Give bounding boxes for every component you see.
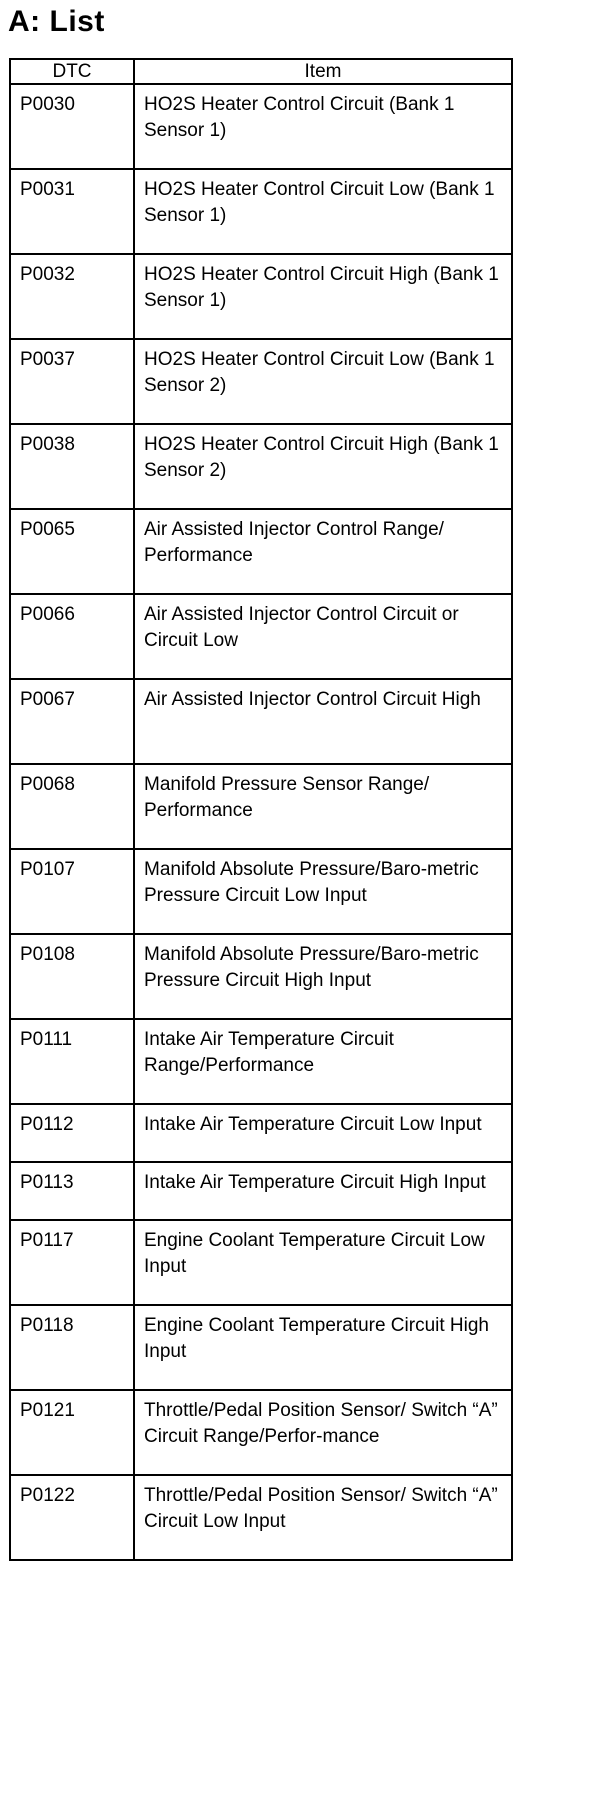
dtc-item: Air Assisted Injector Control Circuit High: [134, 679, 512, 764]
dtc-item: Engine Coolant Temperature Circuit Low Input: [134, 1220, 512, 1305]
dtc-item: Throttle/Pedal Position Sensor/ Switch “A” Circuit Range/Perfor-mance: [134, 1390, 512, 1475]
table-row: [10, 934, 512, 1019]
dtc-item: Manifold Absolute Pressure/Baro-metric Pressure Circuit High Input: [134, 934, 512, 1019]
dtc-code: P0111: [10, 1019, 134, 1104]
dtc-item: Manifold Pressure Sensor Range/ Performance: [134, 764, 512, 849]
table-row: [10, 679, 512, 764]
dtc-code: P0117: [10, 1220, 134, 1305]
dtc-item: Intake Air Temperature Circuit Low Input: [134, 1104, 512, 1162]
dtc-item: Intake Air Temperature Circuit High Input: [134, 1162, 512, 1220]
table-row: [10, 509, 512, 594]
table-row: [10, 1162, 512, 1220]
dtc-code: P0112: [10, 1104, 134, 1162]
dtc-item: Throttle/Pedal Position Sensor/ Switch “A” Circuit Low Input: [134, 1475, 512, 1560]
dtc-item: HO2S Heater Control Circuit High (Bank 1 Sensor 2): [134, 424, 512, 509]
dtc-item: Engine Coolant Temperature Circuit High Input: [134, 1305, 512, 1390]
dtc-code: P0031: [10, 169, 134, 254]
dtc-item: HO2S Heater Control Circuit (Bank 1 Sensor 1): [134, 84, 512, 169]
dtc-code: P0068: [10, 764, 134, 849]
table-row: [10, 254, 512, 339]
dtc-table: [9, 58, 513, 1561]
table-row: [10, 1220, 512, 1305]
table-row: [10, 764, 512, 849]
dtc-code: P0030: [10, 84, 134, 169]
dtc-code: P0066: [10, 594, 134, 679]
table-row: [10, 1019, 512, 1104]
dtc-code: P0118: [10, 1305, 134, 1390]
column-header-dtc: DTC: [10, 59, 134, 84]
table-row: [10, 424, 512, 509]
dtc-code: P0032: [10, 254, 134, 339]
dtc-item: Intake Air Temperature Circuit Range/Performance: [134, 1019, 512, 1104]
dtc-code: P0121: [10, 1390, 134, 1475]
dtc-code: P0122: [10, 1475, 134, 1560]
table-row: [10, 169, 512, 254]
dtc-code: P0038: [10, 424, 134, 509]
dtc-code: P0113: [10, 1162, 134, 1220]
table-row: [10, 1390, 512, 1475]
dtc-code: P0037: [10, 339, 134, 424]
table-row: [10, 594, 512, 679]
table-header-row: [10, 59, 512, 84]
table-row: [10, 339, 512, 424]
dtc-item: HO2S Heater Control Circuit Low (Bank 1 Sensor 2): [134, 339, 512, 424]
table-row: [10, 1104, 512, 1162]
dtc-code: P0107: [10, 849, 134, 934]
dtc-code: P0067: [10, 679, 134, 764]
table-row: [10, 84, 512, 169]
dtc-item: HO2S Heater Control Circuit Low (Bank 1 Sensor 1): [134, 169, 512, 254]
dtc-code: P0108: [10, 934, 134, 1019]
section-title: A: List: [8, 5, 105, 38]
dtc-item: Air Assisted Injector Control Range/ Performance: [134, 509, 512, 594]
dtc-code: P0065: [10, 509, 134, 594]
table-row: [10, 1475, 512, 1560]
column-header-item: Item: [134, 59, 512, 84]
table-row: [10, 849, 512, 934]
table-row: [10, 1305, 512, 1390]
dtc-item: HO2S Heater Control Circuit High (Bank 1 Sensor 1): [134, 254, 512, 339]
dtc-item: Air Assisted Injector Control Circuit or Circuit Low: [134, 594, 512, 679]
dtc-item: Manifold Absolute Pressure/Baro-metric Pressure Circuit Low Input: [134, 849, 512, 934]
